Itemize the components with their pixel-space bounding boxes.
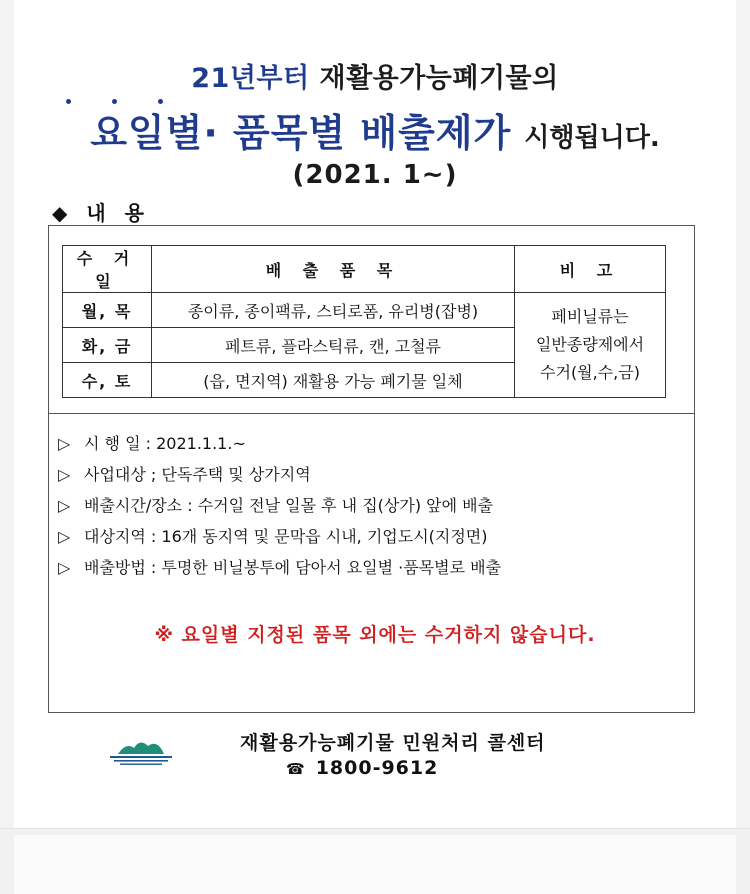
row-day: 수, 토: [63, 363, 152, 398]
list-item: [58, 490, 501, 521]
notice-date: (2021. 1~): [292, 160, 458, 190]
schedule-table: [62, 245, 666, 398]
list-item-text: 사업대상 ; 단독주택 및 상가지역: [84, 465, 311, 484]
section-title: ◆ 내 용: [52, 201, 150, 225]
callcenter-phone: [286, 757, 438, 779]
table-header-row: [63, 246, 666, 293]
header-items: 배 출 품 목: [152, 246, 515, 293]
row-day: 월, 목: [63, 293, 152, 328]
callcenter-name: 재활용가능폐기물 민원처리 콜센터: [240, 732, 546, 754]
title-subject: 재활용가능폐기물의: [319, 63, 559, 94]
warning-text: ※ 요일별 지정된 품목 외에는 수거하지 않습니다.: [154, 624, 596, 646]
phone-number: 1800-9612: [315, 757, 439, 779]
row-items: 페트류, 플라스틱류, 캔, 고철류: [152, 328, 515, 363]
footer-strip: [0, 828, 750, 894]
list-item: [58, 428, 501, 459]
city-logo-icon: [104, 736, 178, 766]
header-note: 비 고: [515, 246, 666, 293]
row-items: 종이류, 종이팩류, 스티로폼, 유리병(잡병): [152, 293, 515, 328]
row-day: 화, 금: [63, 328, 152, 363]
list-item-text: 시 행 일 : 2021.1.1.~: [84, 434, 246, 453]
bullet-triangle-icon: ▷: [58, 558, 71, 577]
list-item: [58, 521, 501, 552]
title-suffix: 시행됩니다.: [524, 123, 660, 153]
bullet-triangle-icon: ▷: [58, 527, 71, 546]
list-item-text: 배출방법 : 투명한 비닐봉투에 담아서 요일별 ·품목별로 배출: [84, 558, 502, 577]
title-year: 21년부터: [191, 63, 310, 94]
row-items: (읍, 면지역) 재활용 가능 폐기물 일체: [152, 363, 515, 398]
bullet-triangle-icon: ▷: [58, 465, 71, 484]
note-line: 일반종량제에서: [535, 335, 645, 354]
table-row: [63, 293, 666, 328]
frame-divider: [48, 413, 695, 414]
list-item: [58, 552, 501, 583]
details-list: [58, 428, 501, 583]
list-item-text: 배출시간/장소 : 수거일 전날 일몰 후 내 집(상가) 앞에 배출: [84, 496, 494, 515]
notice-title-line1: [0, 56, 750, 95]
bullet-triangle-icon: ▷: [58, 434, 71, 453]
note-cell: [515, 293, 666, 398]
title-main: 요일별· 품목별 배출제가: [90, 111, 512, 155]
phone-icon: ☎: [286, 760, 306, 778]
bullet-triangle-icon: ▷: [58, 496, 71, 515]
note-line: 페비닐류는: [551, 307, 629, 326]
note-line: 수거(월,수,금): [540, 363, 640, 382]
list-item: [58, 459, 501, 490]
header-day: 수 거 일: [63, 246, 152, 293]
notice-title-line2: [0, 102, 750, 157]
list-item-text: 대상지역 : 16개 동지역 및 문막읍 시내, 기업도시(지정면): [84, 527, 488, 546]
